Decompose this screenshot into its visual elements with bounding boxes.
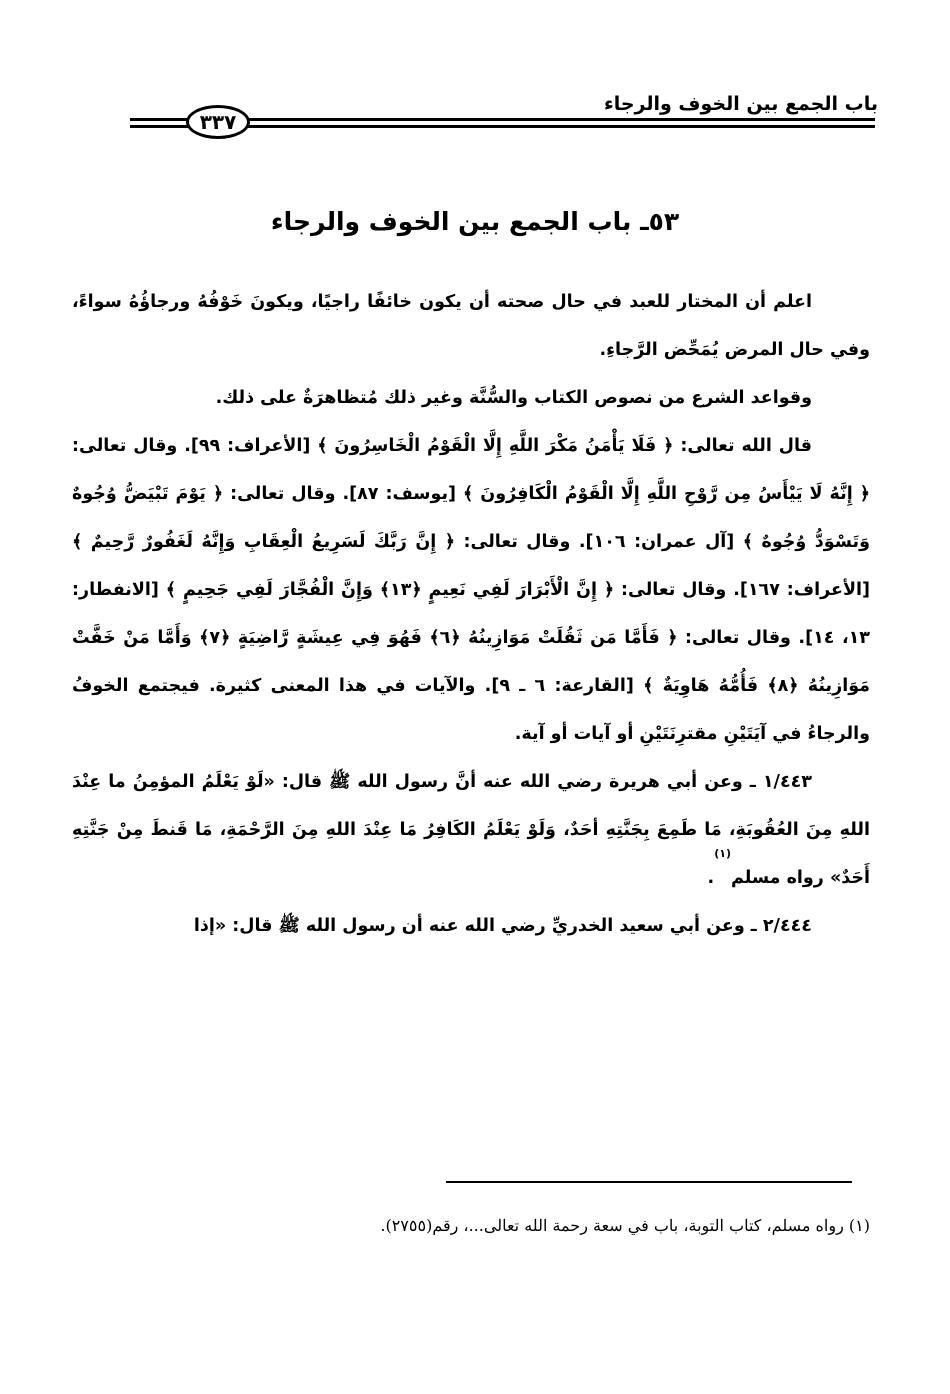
footnote-divider — [446, 1181, 852, 1183]
paragraph-rules: وقواعد الشرع من نصوص الكتاب والسُّنَّة وغير ذلك مُتظاهرَةٌ على ذلك. — [215, 388, 812, 408]
footnote-marker[interactable]: (١) — [714, 847, 731, 860]
footnote: (١) رواه مسلم، كتاب التوبة، باب في سعة رحمة الله تعالى...، رقم(٢٧٥٥). — [380, 1216, 870, 1235]
paragraph-hadith-444: ٢/٤٤٤ ـ وعن أبي سعيد الخدريِّ رضي الله عنه أن رسول الله ﷺ قال: «إذا — [193, 916, 812, 936]
paragraph-hadith-443: ١/٤٤٣ ـ وعن أبي هريرة رضي الله عنه أنَّ رسول الله ﷺ قال: «لَوْ يَعْلَمُ المؤمِنُ ما عِنْدَ اللهِ مِنَ العُقُوبَةِ، مَا طَمِعَ بِجَنَّتِهِ أحَدٌ، وَلَوْ يَعْلَمُ الكَافِرُ مَا عِنْدَ اللهِ مِنَ الرَّحْمَةِ، مَا قَنطَ مِنْ جَنَّتِهِ أَحَدٌ» رواه مسلم$^{(١)}$. — [72, 772, 870, 888]
body-text — [72, 278, 870, 950]
paragraph-verses: قال الله تعالى: ﴿ فَلَا يَأْمَنُ مَكْرَ اللَّهِ إِلَّا الْقَوْمُ الْخَاسِرُونَ ﴾ [الأعراف: ٩٩]. وقال تعالى: ﴿ إِنَّهُ لَا يَيْأَسُ مِن رَّوْحِ اللَّهِ إِلَّا الْقَوْمُ الْكَافِرُونَ ﴾ [يوسف: ٨٧]. وقال تعالى: ﴿ يَوْمَ تَبْيَضُّ وُجُوهٌ وَتَسْوَدُّ وُجُوهٌ ﴾ [آل عمران: ١٠٦]. وقال تعالى: ﴿ إِنَّ رَبَّكَ لَسَرِيعُ الْعِقَابِ وَإِنَّهُ لَغَفُورٌ رَّحِيمٌ ﴾ [الأعراف: ١٦٧]. وقال تعالى: ﴿ إِنَّ الْأَبْرَارَ لَفِي نَعِيمٍ ﴿١٣﴾ وَإِنَّ الْفُجَّارَ لَفِي جَحِيمٍ ﴾ [الانفطار: ١٣، ١٤]. وقال تعالى: ﴿ فَأَمَّا مَن ثَقُلَتْ مَوَازِينُهُ ﴿٦﴾ فَهُوَ فِي عِيشَةٍ رَّاضِيَةٍ ﴿٧﴾ وَأَمَّا مَنْ خَفَّتْ مَوَازِينُهُ ﴿٨﴾ فَأُمُّهُ هَاوِيَةٌ ﴾ [القارعة: ٦ ـ ٩]. والآيات في هذا المعنى كثيرة. فيجتمع الخوفُ والرجاءُ في آيَتَيْنِ مقترِنَتَيْنِ أو آيات أو آية. — [72, 436, 871, 744]
hadith-443-text: ١/٤٤٣ ـ وعن أبي هريرة رضي الله عنه أنَّ رسول الله ﷺ قال: «لَوْ يَعْلَمُ المؤمِنُ ما عِنْدَ اللهِ مِنَ العُقُوبَةِ، مَا طَمِعَ بِجَنَّتِهِ أحَدٌ، وَلَوْ يَعْلَمُ الكَافِرُ مَا عِنْدَ اللهِ مِنَ الرَّحْمَةِ، مَا قَنطَ مِنْ جَنَّتِهِ أَحَدٌ» رواه مسلم — [72, 772, 870, 888]
page-number: ٣٣٧ — [186, 105, 250, 139]
chapter-title: ٥٣ـ باب الجمع بين الخوف والرجاء — [270, 207, 680, 236]
paragraph-intro: اعلم أن المختار للعبد في حال صحته أن يكون خائفًا راجيًا، ويكونَ خَوْفُهُ ورجاؤُهُ سواءً، وفي حال المرض يُمَحِّض الرَّجاءِ. — [72, 292, 870, 360]
running-header: باب الجمع بين الخوف والرجاء — [603, 93, 878, 115]
